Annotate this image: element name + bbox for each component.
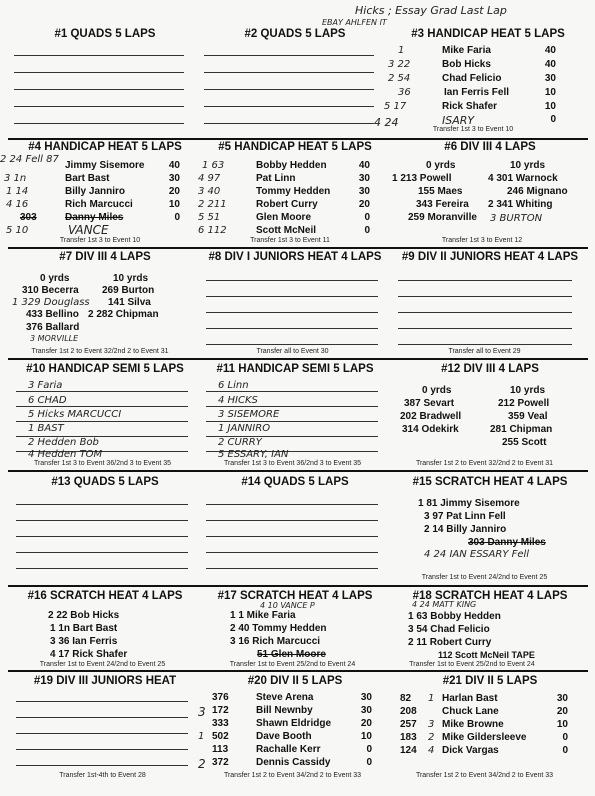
event-5 [198,141,390,244]
racer-entry: 1 1n Bart Bast [50,623,118,634]
racer-entry: 4 17 Rick Shafer [50,649,128,660]
racer-name: Danny Miles [65,212,124,223]
handicap-header: 10 yrds [510,160,546,171]
racer-entry: 3 16 Rich Marcucci [230,636,321,647]
entry-line [16,701,188,702]
hand-entry: 4 Hedden TOM [28,449,103,460]
transfer-note: Transfer all to Event 30 [256,348,329,355]
hand-entry: 2 CURRY [218,437,262,448]
racer-name: Bob Hicks [442,59,491,70]
racer-name: Rachalle Kerr [256,744,321,755]
event-title: #4 HANDICAP HEAT 5 LAPS [28,141,182,153]
racer-entry: 2 22 Bob Hicks [48,610,120,621]
transfer-note: Transfer 1st 3 to Event 10 [59,237,141,244]
racer-points: 0 [562,732,568,743]
racer-entry: 1 213 Powell [392,173,452,184]
transfer-note: Transfer 1st 3 to Event 36/2nd 3 to Event 35 [223,460,362,467]
racer-name: Tommy Hedden [256,186,331,197]
entry-line [16,421,188,422]
racer-number: 372 [212,757,229,768]
event-14 [200,476,390,488]
racer-points: 40 [544,59,556,70]
racer-points: 20 [556,706,568,717]
entry-line [204,72,374,73]
racer-entry: 1 81 Jimmy Sisemore [418,498,520,509]
racer-points: 10 [544,101,556,112]
event-title: #16 SCRATCH HEAT 4 LAPS [27,590,183,602]
hand-entry-name: VANCE [68,223,109,237]
hand-entry: 2 24 Fell 87 [0,154,59,165]
event-title: #10 HANDICAP SEMI 5 LAPS [26,363,184,375]
event-title: #18 SCRATCH HEAT 4 LAPS [412,590,568,602]
hand-entry: 1 JANNIRO [218,423,271,434]
event-16 [10,590,200,668]
racer-points: 10 [544,87,556,98]
racer-points: 10 [168,199,180,210]
racer-name: Bart Bast [65,173,110,184]
racer-entry: 259 Moranville [408,212,477,223]
event-12 [392,363,588,467]
hand-entry-name: ISARY [442,114,475,127]
racer-name: Dick Vargas [442,745,499,756]
racer-entry: 112 Scott McNeil TAPE [438,650,535,660]
event-10 [10,363,200,467]
hand-entry: 3 MORVILLE [30,334,79,343]
racer-entry: 343 Fereira [416,199,469,210]
entry-line [398,280,572,281]
entry-line [398,296,572,297]
racer-name: Steve Arena [256,692,314,703]
racer-entry: 51 Glen Moore [257,649,326,660]
hand-entry: 5 51 [198,212,221,223]
racer-entry: 141 Silva [108,297,151,308]
racer-points: 0 [174,212,180,223]
entry-line [16,568,188,569]
racer-entry: 3 97 Pat Linn Fell [424,511,506,522]
racer-points: 30 [358,186,370,197]
entry-line [14,89,184,90]
racer-entry: 3 36 Ian Ferris [50,636,118,647]
racer-entry: 202 Bradwell [400,411,462,422]
hand-entry: 2 [428,732,435,743]
racer-points: 40 [544,45,556,56]
racer-points: 0 [550,114,556,125]
entry-line [206,520,378,521]
racer-points: 0 [364,225,370,236]
entry-line [206,344,378,345]
racer-name: Rich Marcucci [65,199,133,210]
hand-entry: 5 Hicks MARCUCCI [28,409,122,420]
hand-entry: 1 63 [202,160,225,171]
entry-line [206,421,378,422]
entry-line [206,328,378,329]
racer-name: Jimmy Sisemore [65,160,145,171]
racer-name: Dave Booth [256,731,312,742]
entry-line [204,55,374,56]
racer-entry: 212 Powell [498,398,550,409]
racer-entry: 281 Chipman [490,424,553,435]
racer-name: Pat Linn [256,173,296,184]
racer-name: Scott McNeil [256,225,317,236]
racer-name: Robert Curry [256,199,318,210]
racer-number: 376 [212,692,229,703]
entry-line [398,344,572,345]
racer-number: 257 [400,719,417,730]
racer-points: 20 [358,199,370,210]
racer-name: Harlan Bast [442,693,498,704]
transfer-note: Transfer 1st to Event 25/2nd to Event 24 [409,661,535,668]
racer-name: Billy Janniro [65,186,126,197]
racer-name: Mike Browne [442,719,504,730]
event-1 [10,28,200,40]
entry-line [206,504,378,505]
event-title: #17 SCRATCH HEAT 4 LAPS [217,590,373,602]
event-title: #8 DIV I JUNIORS HEAT 4 LAPS [208,251,382,263]
hand-entry: 1 [198,731,205,742]
racer-points: 30 [556,693,568,704]
hand-entry: 4 24 [374,116,399,129]
racer-points: 10 [556,719,568,730]
racer-number: 183 [400,732,417,743]
entry-line [16,717,188,718]
row-divider [8,358,588,360]
racer-name: Mike Gildersleeve [442,732,527,743]
racer-entry: 387 Sevart [404,398,455,409]
hand-entry: 5 ESSARY, IAN [218,449,289,460]
hand-entry: 5 17 [384,101,407,112]
entry-line [204,106,374,107]
handwritten-header-note-2: EBAY AHLFEN IT [322,18,387,27]
racer-name: Bobby Hedden [256,160,327,171]
racer-points: 0 [366,757,372,768]
racer-entry: 2 40 Tommy Hedden [230,623,327,634]
entry-line [206,280,378,281]
racer-number: 208 [400,706,417,717]
racer-entry: 3 54 Chad Felicio [408,624,490,635]
event-title: #15 SCRATCH HEAT 4 LAPS [412,476,568,488]
entry-line [14,123,184,124]
entry-line [16,749,188,750]
racer-entry: 359 Veal [508,411,548,422]
transfer-note: Transfer 1st to Event 24/2nd to Event 25 [39,661,166,668]
hand-entry: 2 Hedden Bob [28,437,99,448]
hand-entry: 5 10 [6,225,29,236]
entry-line [206,406,378,407]
event-title: #11 HANDICAP SEMI 5 LAPS [216,363,374,375]
racer-entry: 2 14 Billy Janniro [424,524,507,535]
entry-line [204,123,374,124]
handicap-header: 10 yrds [113,273,149,284]
racer-name: Rick Shafer [442,101,498,112]
racer-entry: 2 341 Whiting [488,199,553,210]
racer-points: 30 [544,73,556,84]
hand-entry: 4 97 [198,173,221,184]
event-title: #1 QUADS 5 LAPS [54,28,156,40]
hand-entry: 2 211 [198,199,227,210]
row-divider [8,585,588,587]
event-title: #20 DIV II 5 LAPS [247,675,343,687]
racer-points: 30 [168,173,180,184]
transfer-note: Transfer 1st-4th to Event 28 [59,772,146,779]
racer-points: 20 [168,186,180,197]
event-2 [200,28,390,40]
handwritten-header-note: Hicks ; Essay Grad Last Lap [355,4,507,17]
racer-entry: 433 Bellino [26,309,79,320]
entry-line [16,552,188,553]
hand-entry: 6 Linn [218,380,249,391]
racer-name: Bill Newnby [256,705,313,716]
row-divider [8,138,588,140]
handicap-header: 0 yrds [40,273,70,284]
racer-name: Glen Moore [256,212,312,223]
entry-line [398,312,572,313]
racer-points: 30 [360,705,372,716]
racer-name: Chuck Lane [442,706,499,717]
event-21 [392,675,588,779]
event-6 [392,141,588,244]
racer-entry: 269 Burton [102,285,155,296]
event-title: #2 QUADS 5 LAPS [244,28,346,40]
transfer-note: Transfer 1st 3 to Event 11 [250,237,330,244]
event-18 [392,590,588,668]
racer-entry: 1 63 Bobby Hedden [408,611,501,622]
handicap-header: 0 yrds [422,385,452,396]
racer-entry: 4 301 Warnock [488,173,558,184]
transfer-note: Transfer 1st 2 to Event 34/2nd 2 to Event 33 [223,772,362,779]
entry-line [14,55,184,56]
entry-line [206,296,378,297]
handicap-header: 0 yrds [426,160,456,171]
racer-points: 40 [168,160,180,171]
entry-line [16,733,188,734]
racer-entry: 246 Mignano [507,186,568,197]
racer-points: 30 [358,173,370,184]
hand-entry: 3 22 [388,59,411,70]
transfer-note: Transfer 1st 2 to Event 32/2nd 2 to Event 31 [415,460,554,467]
racer-points: 0 [562,745,568,756]
hand-entry: 3 40 [198,186,221,197]
racer-name: Dennis Cassidy [256,757,331,768]
hand-entry: 3 Faria [28,380,63,391]
entry-line [16,536,188,537]
event-title: #14 QUADS 5 LAPS [241,476,349,488]
hand-entry: 4 [428,745,435,756]
event-19 [10,675,200,779]
racer-points: 10 [360,731,372,742]
hand-entry: 3 SISEMORE [218,409,280,420]
handicap-header: 10 yrds [510,385,546,396]
event-title: #9 DIV II JUNIORS HEAT 4 LAPS [401,251,579,263]
event-title: #12 DIV III 4 LAPS [441,363,539,375]
racer-name: Ian Ferris Fell [444,87,510,98]
transfer-note: Transfer 1st to Event 25/2nd to Event 24 [229,661,356,668]
racer-entry: 2 282 Chipman [88,309,159,320]
event-15 [392,476,588,581]
hand-entry: 4 24 IAN ESSARY Fell [424,549,530,560]
entry-line [206,552,378,553]
racer-entry: 255 Scott [502,437,547,448]
entry-line [206,568,378,569]
event-title: #21 DIV II 5 LAPS [442,675,538,687]
racer-number: 172 [212,705,229,716]
event-17 [200,590,390,668]
transfer-note: Transfer 1st 3 to Event 36/2nd 3 to Event 35 [33,460,172,467]
hand-entry: 4 24 MATT KING [412,600,477,609]
hand-entry: 6 CHAD [28,395,67,406]
racer-entry: 1 1 Mike Faria [230,610,296,621]
racer-entry: 2 11 Robert Curry [408,637,492,648]
hand-entry: 2 [198,757,206,771]
event-title: #19 DIV III JUNIORS HEAT [33,675,177,687]
transfer-note: Transfer 1st 3 to Event 12 [441,237,523,244]
hand-entry: 1 329 Douglass [12,297,90,308]
row-divider [8,247,588,249]
racer-points: 40 [358,160,370,171]
event-title: #3 HANDICAP HEAT 5 LAPS [411,28,565,40]
racer-points: 20 [360,718,372,729]
event-13 [10,476,200,488]
entry-line [206,312,378,313]
racer-points: 0 [366,744,372,755]
entry-line [206,536,378,537]
transfer-note: Transfer 1st 3 to Event 10 [432,126,514,133]
transfer-note: Transfer 1st to Event 24/2nd to Event 25 [421,574,548,581]
entry-line [14,72,184,73]
hand-entry: 3 [198,705,206,719]
event-11 [200,363,390,467]
hand-entry: 4 HICKS [218,395,258,406]
transfer-note: Transfer all to Event 29 [448,348,521,355]
hand-entry: 3 1n [4,173,27,184]
entry-line [16,765,188,766]
hand-entry: 1 [428,693,435,704]
row-divider [8,670,588,672]
hand-entry: 3 BURTON [490,213,543,224]
event-8 [200,251,390,355]
racer-entry: 376 Ballard [26,322,80,333]
entry-line [14,106,184,107]
hand-entry: 2 54 [388,73,411,84]
racer-number: 82 [400,693,412,704]
event-4 [0,141,200,244]
row-divider [8,470,588,472]
entry-line [16,406,188,407]
hand-entry: 6 112 [198,225,227,236]
event-7 [10,251,200,355]
entry-line [16,504,188,505]
event-9 [392,251,588,355]
hand-entry: 36 [398,87,411,98]
entry-line [16,520,188,521]
racer-points: 0 [364,212,370,223]
event-title: #5 HANDICAP HEAT 5 LAPS [218,141,372,153]
racer-name: Mike Faria [442,45,491,56]
hand-entry: 1 BAST [28,423,64,434]
event-title: #6 DIV III 4 LAPS [444,141,536,153]
entry-line [398,328,572,329]
racer-number: 502 [212,731,229,742]
racer-entry: 155 Maes [418,186,463,197]
racer-number: 303 [20,212,37,223]
racer-name: Shawn Eldridge [256,718,332,729]
hand-entry: 1 [398,45,405,56]
event-3 [374,28,588,133]
racer-number: 333 [212,718,229,729]
event-20 [198,675,390,779]
transfer-note: Transfer 1st 2 to Event 32/2nd 2 to Event 31 [31,348,169,355]
hand-entry: 3 [428,719,435,730]
racer-points: 30 [360,692,372,703]
event-title: #7 DIV III 4 LAPS [59,251,151,263]
racer-entry: 314 Odekirk [402,424,459,435]
racer-entry: 303 Danny Miles [468,537,546,548]
event-title: #13 QUADS 5 LAPS [51,476,159,488]
entry-line [204,89,374,90]
racer-number: 113 [212,744,229,755]
racer-entry: 310 Becerra [22,285,79,296]
racer-number: 124 [400,745,417,756]
hand-entry: 4 10 VANCE P [260,601,315,610]
racer-name: Chad Felicio [442,73,502,84]
transfer-note: Transfer 1st 2 to Event 34/2nd 2 to Event 33 [415,772,554,779]
entry-line [206,391,378,392]
entry-line [16,391,188,392]
hand-entry: 4 16 [6,199,29,210]
hand-entry: 1 14 [6,186,29,197]
